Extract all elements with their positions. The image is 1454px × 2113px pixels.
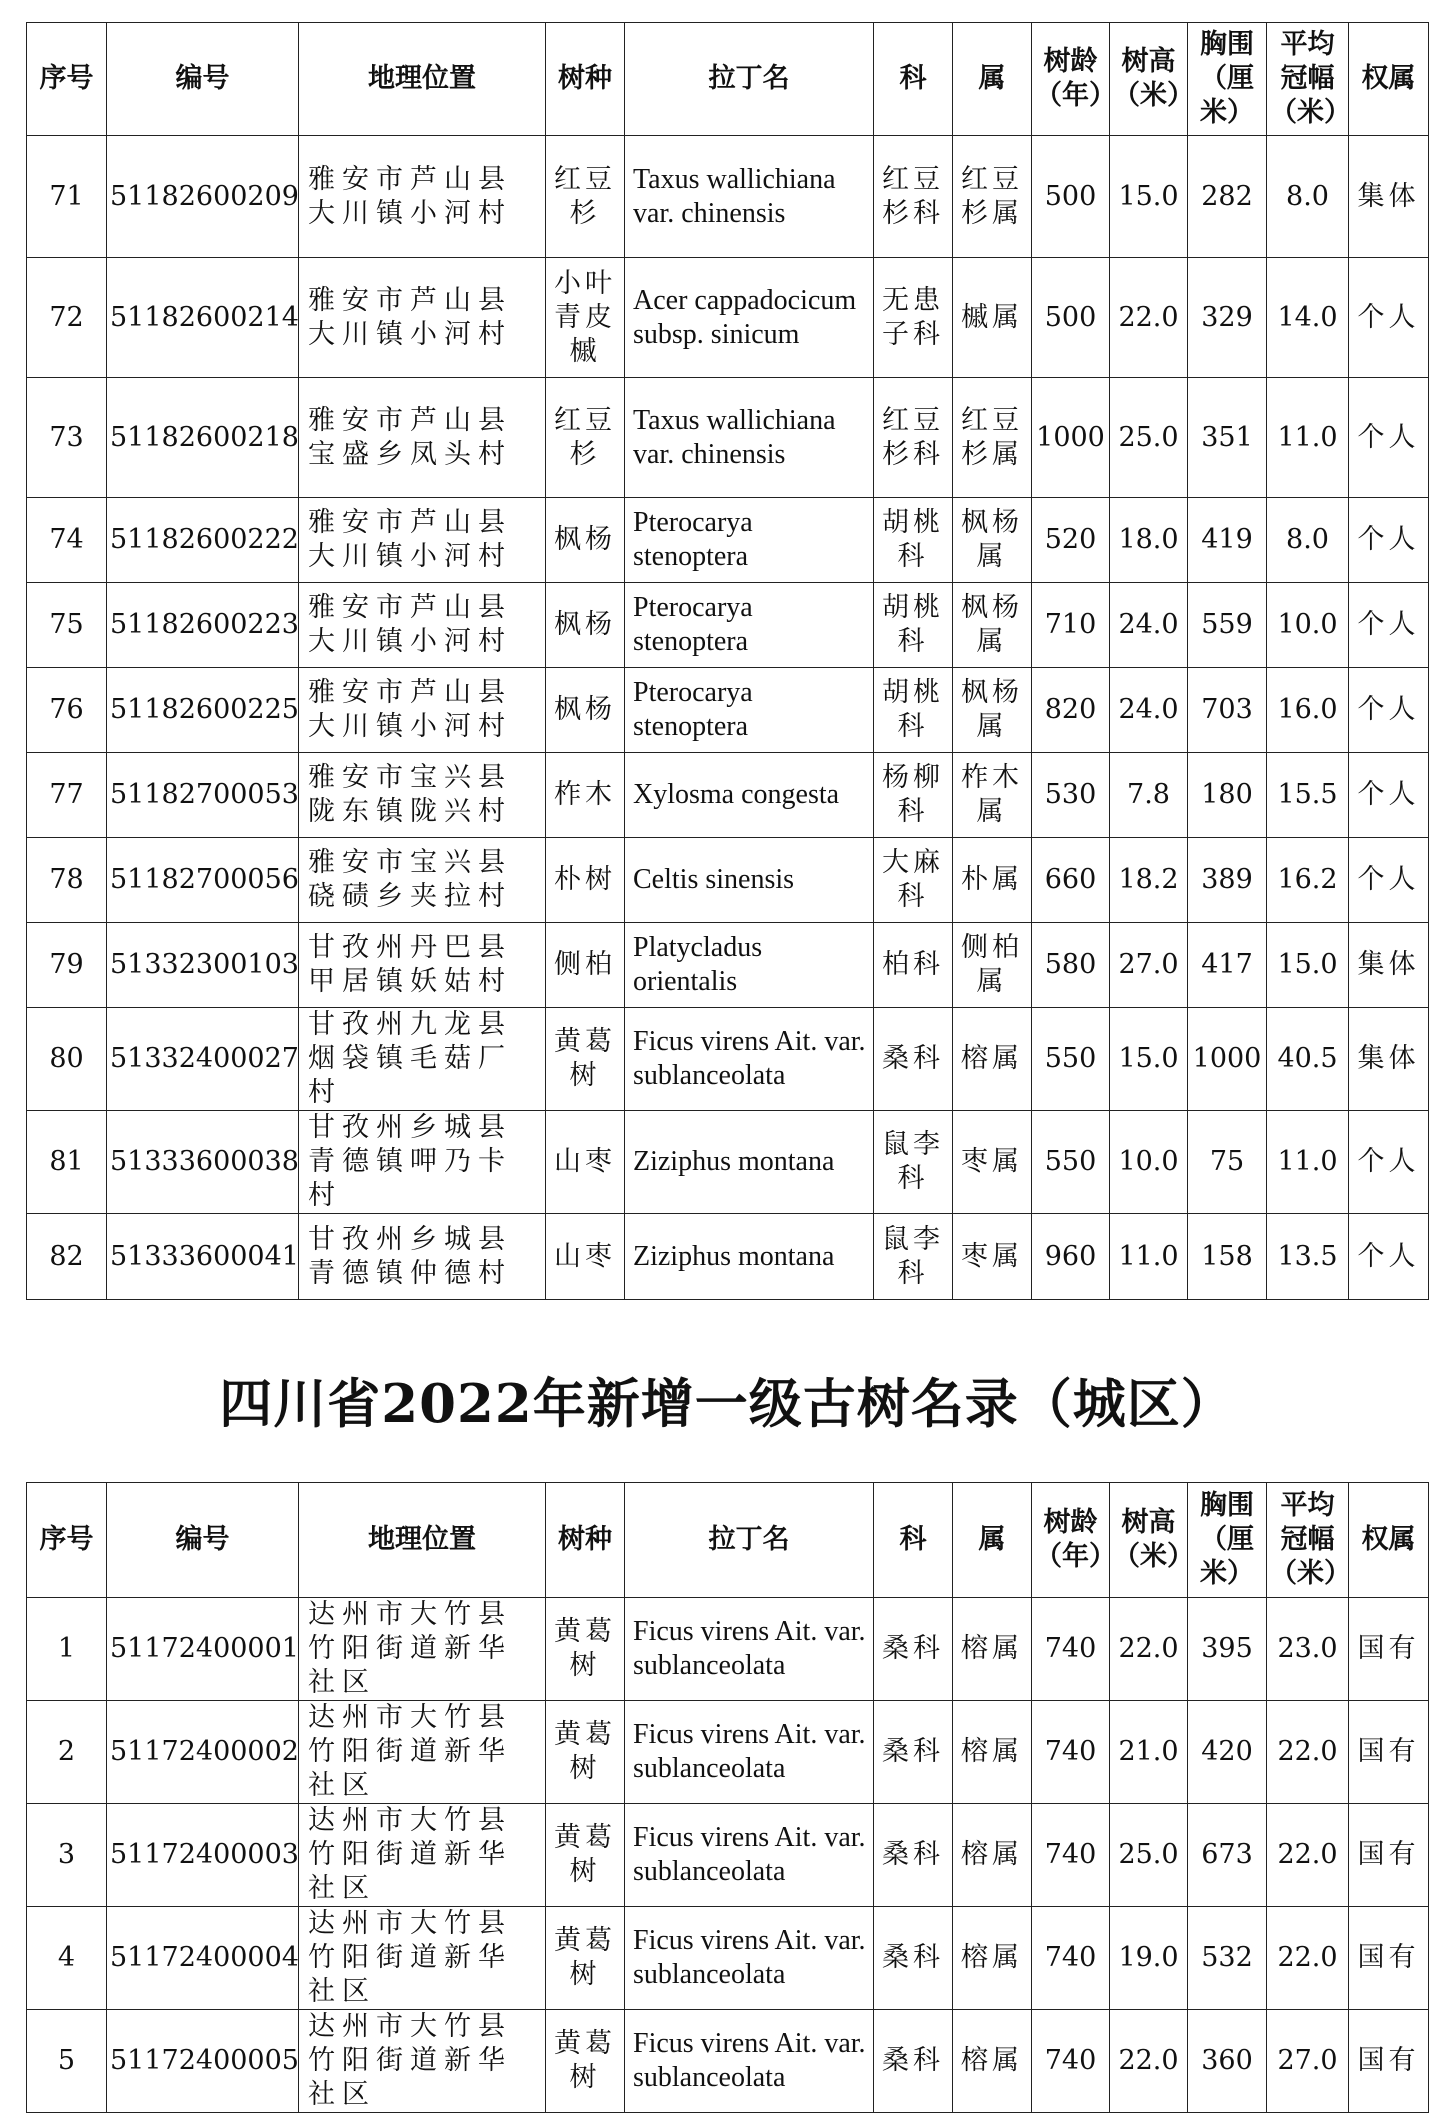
height-cell: 10.0 <box>1110 1111 1188 1214</box>
seq-cell: 3 <box>27 1804 107 1907</box>
table-row <box>27 583 1429 668</box>
family-cell: 柏科 <box>874 923 953 1008</box>
crown-cell: 13.5 <box>1267 1214 1349 1300</box>
girth-cell: 417 <box>1188 923 1267 1008</box>
genus-cell: 枫杨属 <box>953 498 1032 583</box>
seq-cell: 2 <box>27 1701 107 1804</box>
ownership-cell: 国有 <box>1349 2010 1429 2113</box>
table-row <box>27 1598 1429 1701</box>
header-cell: 权属 <box>1349 23 1429 136</box>
header-cell: 科 <box>874 1483 953 1598</box>
seq-cell: 81 <box>27 1111 107 1214</box>
table-body <box>27 136 1429 1300</box>
genus-cell: 柞木属 <box>953 753 1032 838</box>
species-cell: 枫杨 <box>546 668 625 753</box>
ownership-cell: 国有 <box>1349 1907 1429 2010</box>
family-cell: 红豆杉科 <box>874 136 953 258</box>
header-cell: 科 <box>874 23 953 136</box>
code-cell: 51172400002 <box>107 1701 299 1804</box>
code-cell: 51333600041 <box>107 1214 299 1300</box>
girth-cell: 673 <box>1188 1804 1267 1907</box>
girth-cell: 75 <box>1188 1111 1267 1214</box>
header-cell: 平均冠幅（米） <box>1267 1483 1349 1598</box>
age-cell: 550 <box>1032 1008 1110 1111</box>
crown-cell: 16.2 <box>1267 838 1349 923</box>
species-cell: 黄葛树 <box>546 1008 625 1111</box>
latin-name-cell: Ziziphus montana <box>625 1111 874 1214</box>
ownership-cell: 国有 <box>1349 1701 1429 1804</box>
code-cell: 51172400005 <box>107 2010 299 2113</box>
crown-cell: 23.0 <box>1267 1598 1349 1701</box>
tree-table-urban <box>26 1482 1429 2113</box>
latin-name-cell: Ficus virens Ait. var. sublanceolata <box>625 1701 874 1804</box>
height-cell: 7.8 <box>1110 753 1188 838</box>
age-cell: 740 <box>1032 2010 1110 2113</box>
table-row <box>27 136 1429 258</box>
girth-cell: 158 <box>1188 1214 1267 1300</box>
code-cell: 51182600223 <box>107 583 299 668</box>
latin-name-cell: Ficus virens Ait. var. sublanceolata <box>625 1008 874 1111</box>
ownership-cell: 国有 <box>1349 1804 1429 1907</box>
location-cell: 达州市大竹县竹阳街道新华社区 <box>299 1598 546 1701</box>
ownership-cell: 个人 <box>1349 1111 1429 1214</box>
location-cell: 达州市大竹县竹阳街道新华社区 <box>299 1907 546 2010</box>
age-cell: 740 <box>1032 1598 1110 1701</box>
height-cell: 24.0 <box>1110 583 1188 668</box>
species-cell: 黄葛树 <box>546 1907 625 2010</box>
ownership-cell: 个人 <box>1349 583 1429 668</box>
table-row <box>27 668 1429 753</box>
age-cell: 740 <box>1032 1804 1110 1907</box>
latin-name-cell: Celtis sinensis <box>625 838 874 923</box>
girth-cell: 1000 <box>1188 1008 1267 1111</box>
crown-cell: 14.0 <box>1267 258 1349 378</box>
height-cell: 21.0 <box>1110 1701 1188 1804</box>
ownership-cell: 集体 <box>1349 923 1429 1008</box>
species-cell: 侧柏 <box>546 923 625 1008</box>
genus-cell: 枣属 <box>953 1111 1032 1214</box>
header-cell: 树高（米） <box>1110 23 1188 136</box>
family-cell: 胡桃科 <box>874 583 953 668</box>
height-cell: 11.0 <box>1110 1214 1188 1300</box>
table-row <box>27 258 1429 378</box>
table-body <box>27 1598 1429 2113</box>
ownership-cell: 个人 <box>1349 498 1429 583</box>
genus-cell: 榕属 <box>953 1598 1032 1701</box>
code-cell: 51332400027 <box>107 1008 299 1111</box>
code-cell: 51333600038 <box>107 1111 299 1214</box>
girth-cell: 559 <box>1188 583 1267 668</box>
genus-cell: 朴属 <box>953 838 1032 923</box>
crown-cell: 8.0 <box>1267 136 1349 258</box>
latin-name-cell: Ficus virens Ait. var. sublanceolata <box>625 1598 874 1701</box>
species-cell: 小叶青皮槭 <box>546 258 625 378</box>
family-cell: 桑科 <box>874 1907 953 2010</box>
latin-name-cell: Ficus virens Ait. var. sublanceolata <box>625 1804 874 1907</box>
code-cell: 51182600225 <box>107 668 299 753</box>
genus-cell: 枫杨属 <box>953 583 1032 668</box>
table-row <box>27 378 1429 498</box>
age-cell: 710 <box>1032 583 1110 668</box>
genus-cell: 榕属 <box>953 2010 1032 2113</box>
girth-cell: 419 <box>1188 498 1267 583</box>
crown-cell: 40.5 <box>1267 1008 1349 1111</box>
height-cell: 25.0 <box>1110 378 1188 498</box>
species-cell: 枫杨 <box>546 583 625 668</box>
family-cell: 红豆杉科 <box>874 378 953 498</box>
seq-cell: 78 <box>27 838 107 923</box>
genus-cell: 枫杨属 <box>953 668 1032 753</box>
height-cell: 25.0 <box>1110 1804 1188 1907</box>
location-cell: 雅安市芦山县大川镇小河村 <box>299 583 546 668</box>
height-cell: 22.0 <box>1110 258 1188 378</box>
header-row <box>27 1483 1429 1598</box>
table-row <box>27 1008 1429 1111</box>
crown-cell: 11.0 <box>1267 378 1349 498</box>
girth-cell: 180 <box>1188 753 1267 838</box>
genus-cell: 榕属 <box>953 1804 1032 1907</box>
girth-cell: 329 <box>1188 258 1267 378</box>
seq-cell: 4 <box>27 1907 107 2010</box>
age-cell: 1000 <box>1032 378 1110 498</box>
location-cell: 甘孜州乡城县青德镇呷乃卡村 <box>299 1111 546 1214</box>
crown-cell: 8.0 <box>1267 498 1349 583</box>
genus-cell: 槭属 <box>953 258 1032 378</box>
girth-cell: 532 <box>1188 1907 1267 2010</box>
latin-name-cell: Taxus wallichiana var. chinensis <box>625 136 874 258</box>
genus-cell: 枣属 <box>953 1214 1032 1300</box>
girth-cell: 282 <box>1188 136 1267 258</box>
table-row <box>27 1701 1429 1804</box>
height-cell: 22.0 <box>1110 1598 1188 1701</box>
code-cell: 51172400001 <box>107 1598 299 1701</box>
seq-cell: 5 <box>27 2010 107 2113</box>
code-cell: 51182700053 <box>107 753 299 838</box>
header-cell: 树种 <box>546 1483 625 1598</box>
location-cell: 雅安市芦山县大川镇小河村 <box>299 136 546 258</box>
genus-cell: 红豆杉属 <box>953 136 1032 258</box>
species-cell: 红豆杉 <box>546 378 625 498</box>
genus-cell: 榕属 <box>953 1008 1032 1111</box>
header-cell: 平均冠幅（米） <box>1267 23 1349 136</box>
family-cell: 鼠李科 <box>874 1111 953 1214</box>
height-cell: 24.0 <box>1110 668 1188 753</box>
species-cell: 黄葛树 <box>546 2010 625 2113</box>
code-cell: 51332300103 <box>107 923 299 1008</box>
header-cell: 胸围（厘米） <box>1188 1483 1267 1598</box>
height-cell: 18.2 <box>1110 838 1188 923</box>
header-cell: 树龄（年） <box>1032 23 1110 136</box>
crown-cell: 11.0 <box>1267 1111 1349 1214</box>
height-cell: 18.0 <box>1110 498 1188 583</box>
header-row <box>27 23 1429 136</box>
latin-name-cell: Ficus virens Ait. var. sublanceolata <box>625 2010 874 2113</box>
header-cell: 拉丁名 <box>625 23 874 136</box>
ownership-cell: 个人 <box>1349 668 1429 753</box>
age-cell: 500 <box>1032 136 1110 258</box>
family-cell: 鼠李科 <box>874 1214 953 1300</box>
girth-cell: 389 <box>1188 838 1267 923</box>
location-cell: 甘孜州丹巴县甲居镇妖姑村 <box>299 923 546 1008</box>
crown-cell: 22.0 <box>1267 1701 1349 1804</box>
height-cell: 19.0 <box>1110 1907 1188 2010</box>
age-cell: 740 <box>1032 1907 1110 2010</box>
latin-name-cell: Xylosma congesta <box>625 753 874 838</box>
location-cell: 达州市大竹县竹阳街道新华社区 <box>299 2010 546 2113</box>
header-cell: 属 <box>953 23 1032 136</box>
crown-cell: 16.0 <box>1267 668 1349 753</box>
seq-cell: 80 <box>27 1008 107 1111</box>
species-cell: 枫杨 <box>546 498 625 583</box>
height-cell: 22.0 <box>1110 2010 1188 2113</box>
crown-cell: 22.0 <box>1267 1907 1349 2010</box>
latin-name-cell: Ziziphus montana <box>625 1214 874 1300</box>
location-cell: 达州市大竹县竹阳街道新华社区 <box>299 1804 546 1907</box>
family-cell: 桑科 <box>874 1804 953 1907</box>
ownership-cell: 个人 <box>1349 1214 1429 1300</box>
latin-name-cell: Ficus virens Ait. var. sublanceolata <box>625 1907 874 2010</box>
header-cell: 编号 <box>107 1483 299 1598</box>
age-cell: 520 <box>1032 498 1110 583</box>
species-cell: 黄葛树 <box>546 1804 625 1907</box>
crown-cell: 15.0 <box>1267 923 1349 1008</box>
crown-cell: 10.0 <box>1267 583 1349 668</box>
code-cell: 51182600209 <box>107 136 299 258</box>
code-cell: 51182700056 <box>107 838 299 923</box>
species-cell: 黄葛树 <box>546 1598 625 1701</box>
genus-cell: 榕属 <box>953 1907 1032 2010</box>
header-cell: 树龄（年） <box>1032 1483 1110 1598</box>
genus-cell: 榕属 <box>953 1701 1032 1804</box>
header-cell: 序号 <box>27 1483 107 1598</box>
latin-name-cell: Taxus wallichiana var. chinensis <box>625 378 874 498</box>
family-cell: 桑科 <box>874 1598 953 1701</box>
species-cell: 山枣 <box>546 1111 625 1214</box>
header-cell: 地理位置 <box>299 23 546 136</box>
family-cell: 胡桃科 <box>874 668 953 753</box>
location-cell: 雅安市芦山县大川镇小河村 <box>299 668 546 753</box>
family-cell: 桑科 <box>874 1008 953 1111</box>
ownership-cell: 个人 <box>1349 378 1429 498</box>
table-row <box>27 923 1429 1008</box>
height-cell: 27.0 <box>1110 923 1188 1008</box>
age-cell: 960 <box>1032 1214 1110 1300</box>
seq-cell: 74 <box>27 498 107 583</box>
section-title: 四川省2022年新增一级古树名录（城区） <box>219 1373 1235 1435</box>
header-cell: 序号 <box>27 23 107 136</box>
crown-cell: 22.0 <box>1267 1804 1349 1907</box>
header-cell: 拉丁名 <box>625 1483 874 1598</box>
seq-cell: 73 <box>27 378 107 498</box>
seq-cell: 82 <box>27 1214 107 1300</box>
age-cell: 530 <box>1032 753 1110 838</box>
latin-name-cell: Acer cappadocicum subsp. sinicum <box>625 258 874 378</box>
table-row <box>27 1804 1429 1907</box>
crown-cell: 15.5 <box>1267 753 1349 838</box>
girth-cell: 351 <box>1188 378 1267 498</box>
girth-cell: 360 <box>1188 2010 1267 2113</box>
species-cell: 朴树 <box>546 838 625 923</box>
header-cell: 属 <box>953 1483 1032 1598</box>
location-cell: 雅安市宝兴县陇东镇陇兴村 <box>299 753 546 838</box>
seq-cell: 72 <box>27 258 107 378</box>
age-cell: 660 <box>1032 838 1110 923</box>
family-cell: 桑科 <box>874 2010 953 2113</box>
age-cell: 740 <box>1032 1701 1110 1804</box>
header-cell: 胸围（厘米） <box>1188 23 1267 136</box>
seq-cell: 77 <box>27 753 107 838</box>
location-cell: 达州市大竹县竹阳街道新华社区 <box>299 1701 546 1804</box>
code-cell: 51172400004 <box>107 1907 299 2010</box>
family-cell: 大麻科 <box>874 838 953 923</box>
code-cell: 51182600222 <box>107 498 299 583</box>
code-cell: 51182600214 <box>107 258 299 378</box>
seq-cell: 1 <box>27 1598 107 1701</box>
ownership-cell: 集体 <box>1349 136 1429 258</box>
genus-cell: 红豆杉属 <box>953 378 1032 498</box>
latin-name-cell: Pterocarya stenoptera <box>625 498 874 583</box>
latin-name-cell: Pterocarya stenoptera <box>625 668 874 753</box>
header-cell: 地理位置 <box>299 1483 546 1598</box>
location-cell: 雅安市宝兴县硗碛乡夹拉村 <box>299 838 546 923</box>
crown-cell: 27.0 <box>1267 2010 1349 2113</box>
header-cell: 树高（米） <box>1110 1483 1188 1598</box>
location-cell: 甘孜州九龙县烟袋镇毛菇厂村 <box>299 1008 546 1111</box>
header-cell: 编号 <box>107 23 299 136</box>
location-cell: 雅安市芦山县大川镇小河村 <box>299 258 546 378</box>
tree-table-top <box>26 22 1429 1300</box>
code-cell: 51182600218 <box>107 378 299 498</box>
ownership-cell: 个人 <box>1349 838 1429 923</box>
family-cell: 杨柳科 <box>874 753 953 838</box>
table-row <box>27 498 1429 583</box>
age-cell: 580 <box>1032 923 1110 1008</box>
ownership-cell: 集体 <box>1349 1008 1429 1111</box>
species-cell: 山枣 <box>546 1214 625 1300</box>
code-cell: 51172400003 <box>107 1804 299 1907</box>
ownership-cell: 个人 <box>1349 753 1429 838</box>
location-cell: 雅安市芦山县大川镇小河村 <box>299 498 546 583</box>
family-cell: 无患子科 <box>874 258 953 378</box>
ownership-cell: 国有 <box>1349 1598 1429 1701</box>
header-cell: 权属 <box>1349 1483 1429 1598</box>
latin-name-cell: Pterocarya stenoptera <box>625 583 874 668</box>
table-row <box>27 1111 1429 1214</box>
location-cell: 雅安市芦山县宝盛乡凤头村 <box>299 378 546 498</box>
ownership-cell: 个人 <box>1349 258 1429 378</box>
age-cell: 820 <box>1032 668 1110 753</box>
seq-cell: 76 <box>27 668 107 753</box>
table-row <box>27 1214 1429 1300</box>
seq-cell: 71 <box>27 136 107 258</box>
species-cell: 红豆杉 <box>546 136 625 258</box>
girth-cell: 703 <box>1188 668 1267 753</box>
header-cell: 树种 <box>546 23 625 136</box>
table-row <box>27 1907 1429 2010</box>
seq-cell: 75 <box>27 583 107 668</box>
species-cell: 柞木 <box>546 753 625 838</box>
height-cell: 15.0 <box>1110 1008 1188 1111</box>
location-cell: 甘孜州乡城县青德镇仲德村 <box>299 1214 546 1300</box>
height-cell: 15.0 <box>1110 136 1188 258</box>
genus-cell: 侧柏属 <box>953 923 1032 1008</box>
family-cell: 胡桃科 <box>874 498 953 583</box>
table-row <box>27 838 1429 923</box>
girth-cell: 420 <box>1188 1701 1267 1804</box>
age-cell: 550 <box>1032 1111 1110 1214</box>
age-cell: 500 <box>1032 258 1110 378</box>
family-cell: 桑科 <box>874 1701 953 1804</box>
species-cell: 黄葛树 <box>546 1701 625 1804</box>
table-row <box>27 2010 1429 2113</box>
table-row <box>27 753 1429 838</box>
girth-cell: 395 <box>1188 1598 1267 1701</box>
seq-cell: 79 <box>27 923 107 1008</box>
latin-name-cell: Platycladus orientalis <box>625 923 874 1008</box>
